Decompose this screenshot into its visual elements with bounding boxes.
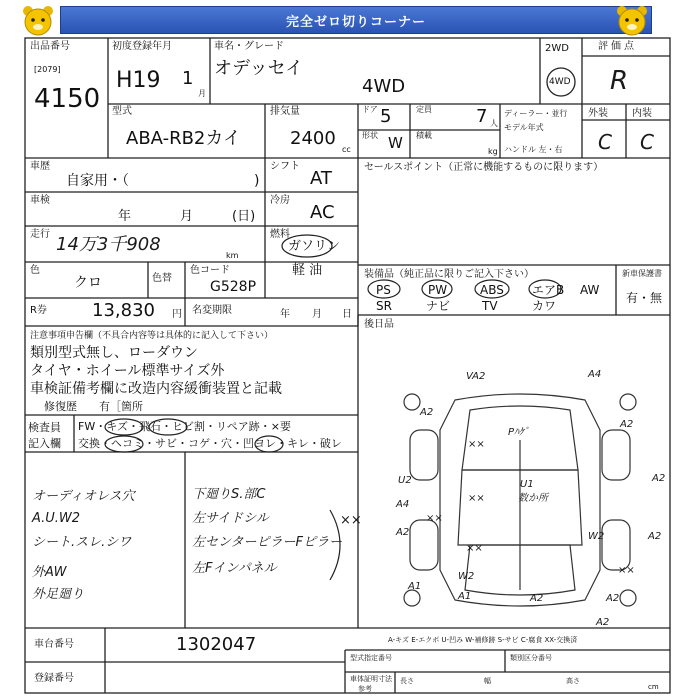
lot-tag: [2079] [34,65,61,74]
chassis-label: 車台番号 [34,639,74,650]
inspector-note-left-3: シート.スレ.シワ [32,535,132,550]
equip-tv: TV [482,299,498,313]
color-plate-label: 色替 [152,273,172,284]
dealer-handle: ハンドル 左・右 [504,145,563,154]
displacement-label: 排気量 [270,106,300,117]
inspector-note-left-5: 外足廻り [32,587,85,602]
equip-navi: ナビ [426,299,451,313]
notes-line-1: 類別型式無し、ローダウン [30,345,198,361]
inspector-note-left-4: 外AW [32,565,67,580]
seat-label: 後日品 [364,319,394,330]
color-code-label: 色コード [190,265,230,276]
footer-cm: cm [648,683,659,691]
diag-label-17: ×× [618,565,635,576]
diag-label-5: ×× [468,439,485,450]
ext-label: 外装 [588,108,608,119]
shape-value: W [388,134,403,152]
footer-type-number: 型式指定番号 [350,654,392,662]
doors-label: ドア [362,105,378,114]
diag-label-22: A2 [606,593,620,604]
capacity-label: 定員 [416,105,432,114]
model-code: ABA-RB2カイ [126,128,241,149]
name-change-year: 年 [280,309,290,320]
equip-airbag: エアB [532,283,565,297]
notes-line-3: 車検証備考欄に改造内容緩衝装置と記載 [30,381,282,397]
name-change-month: 月 [312,309,322,320]
inspector-note-right-4: 左Fインパネル [192,561,277,576]
inspector-note-right-2: 左サイドシル [192,511,269,526]
model-label: 型式 [112,106,132,117]
int-label: 内装 [632,108,652,119]
footer-dimensions: 車体証明寸法 [350,675,392,683]
dealer-label: ディーラー・並行 [504,109,568,118]
equip-sr: SR [376,299,392,313]
diag-label-1: A4 [588,369,602,380]
inspector-note-right-3: 左センターピラーFピラー [192,535,342,550]
first-reg-month-unit: 月 [198,89,206,98]
recycle-value: 13,830 [92,300,155,321]
legend-label-2: 記入欄 [28,437,61,450]
legend-row-2: 交換・ヘコミ・サビ・コゲ・穴・凹ヨレ・キレ・破レ [78,437,342,450]
diag-label-14: 数か所 [518,493,548,504]
shift-value: AT [310,168,332,189]
shape-label: 形状 [362,131,378,140]
diag-label-7: U2 [398,475,412,486]
ext-value: C [598,130,612,154]
diag-label-0: VA2 [466,371,486,382]
color-value: クロ [74,275,102,291]
displacement-value: 2400 [290,128,336,149]
inspection-year: 年 [118,209,132,224]
footer-ref: 参考 [358,685,372,693]
banner-title: 完全ゼロ切りコーナー [285,14,426,30]
inspector-note-xx: ×× [340,513,362,528]
mileage-label: 走行 [30,229,50,240]
equip-ps: PS [376,283,391,297]
first-reg-label: 初度登録年月 [112,41,172,52]
diag-label-16: A2 [648,531,662,542]
diag-label-4: Pﾊｹﾞ [508,427,530,438]
int-value: C [640,130,654,154]
sales-point-label: セールスポイント（正常に機能するものに限ります） [364,162,604,173]
diag-label-2: A2 [420,407,434,418]
dealer-model-year: モデル年式 [504,123,544,132]
drive-4wd-circled: 4WD [549,77,571,87]
history-value: 自家用・（ [66,173,129,189]
diag-label-19: A1 [408,581,422,592]
rating-label: 評価点 [598,41,637,52]
load-unit: kg [488,147,498,156]
fuel-diesel: 軽 油 [292,263,323,278]
mileage-value: 14万3千908 [56,234,161,255]
shift-label: シフト [270,161,300,172]
inspector-note-left-1: オーディオレス穴 [32,489,135,504]
notes-repair: 修復歴 有［箇所 [44,400,143,413]
diag-label-3: A2 [620,419,634,430]
ac-label: 冷房 [270,195,290,206]
inspection-label: 車検 [30,195,50,206]
diag-label-8: A4 [396,499,410,510]
diag-label-6: A2 [652,473,666,484]
fuel-label: 燃料 [270,229,290,240]
ac-value: AC [310,202,335,223]
footer-length: 長さ [400,677,414,685]
chassis-value: 1302047 [176,634,257,655]
doors-value: 5 [380,106,392,127]
inspector-note-right-1: 下廻りS.部C [192,487,266,502]
inspector-note-left-2: A.U.W2 [32,511,81,526]
color-label: 色 [30,265,40,276]
diag-label-10: ×× [426,513,443,524]
footer-width: 幅 [484,677,491,685]
recycle-unit: 円 [172,309,182,320]
diag-label-18: W2 [458,571,475,582]
drive-2wd: 2WD [545,43,569,54]
color-code: G528P [210,279,257,295]
equip-aw: AW [580,283,600,297]
recycle-label: R券 [30,305,47,316]
lot-number: 4150 [34,84,101,114]
equipment-label: 装備品（純正品に限りご記入下さい） [364,269,534,280]
footer-height: 高さ [566,677,580,685]
inspection-day: (日) [232,209,256,224]
diag-label-21: A2 [530,593,544,604]
warranty-value: 有・無 [626,291,663,305]
diag-label-9: A2 [396,527,410,538]
notes-line-2: タイヤ・ホイール標準サイズ外 [30,363,225,379]
diag-label-13: U1 [520,479,534,490]
diag-label-23: A2 [596,617,610,628]
equip-abs: ABS [480,283,504,297]
capacity-unit: 人 [490,119,498,128]
equip-pw: PW [428,283,448,297]
legend-label-1: 検査員 [28,421,61,434]
diag-label-12: ×× [466,543,483,554]
history-close: ) [254,173,260,189]
history-label: 車歴 [30,161,50,172]
footer-legend: A-キズ E-エクボ U-凹み W-補修跡 S-サビ C-腐食 XX-交換済 [388,636,578,644]
equip-leather: カワ [532,299,557,313]
notes-label: 注意事項申告欄（不具合内容等は具体的に記入して下さい） [30,331,274,341]
rating-value: R [610,66,629,96]
car-name: オデッセイ [214,58,304,79]
lot-label: 出品番号 [30,41,70,52]
first-reg-year: H19 [116,68,161,93]
car-drive: 4WD [362,76,406,97]
diag-label-11: ×× [468,493,485,504]
diag-label-15: W2 [588,531,605,542]
name-change-day: 日 [342,309,352,320]
footer-class-number: 類別区分番号 [510,654,552,662]
legend-row-1: FW・キズ・飛石・ヒビ割・リペア跡・×要 [78,420,291,433]
displacement-unit: cc [342,145,351,154]
car-label: 車名・グレード [214,41,284,52]
register-label: 登録番号 [34,673,74,684]
warranty-label: 新車保護書 [622,269,662,278]
load-label: 積載 [416,131,432,140]
first-reg-month: 1 [182,68,194,89]
capacity-value: 7 [476,106,488,127]
inspection-month: 月 [180,209,194,224]
mileage-unit: km [226,251,239,260]
diag-label-20: A1 [458,591,472,602]
fuel-gas: ガソリン [288,239,341,254]
name-change-label: 名変期限 [192,305,232,316]
